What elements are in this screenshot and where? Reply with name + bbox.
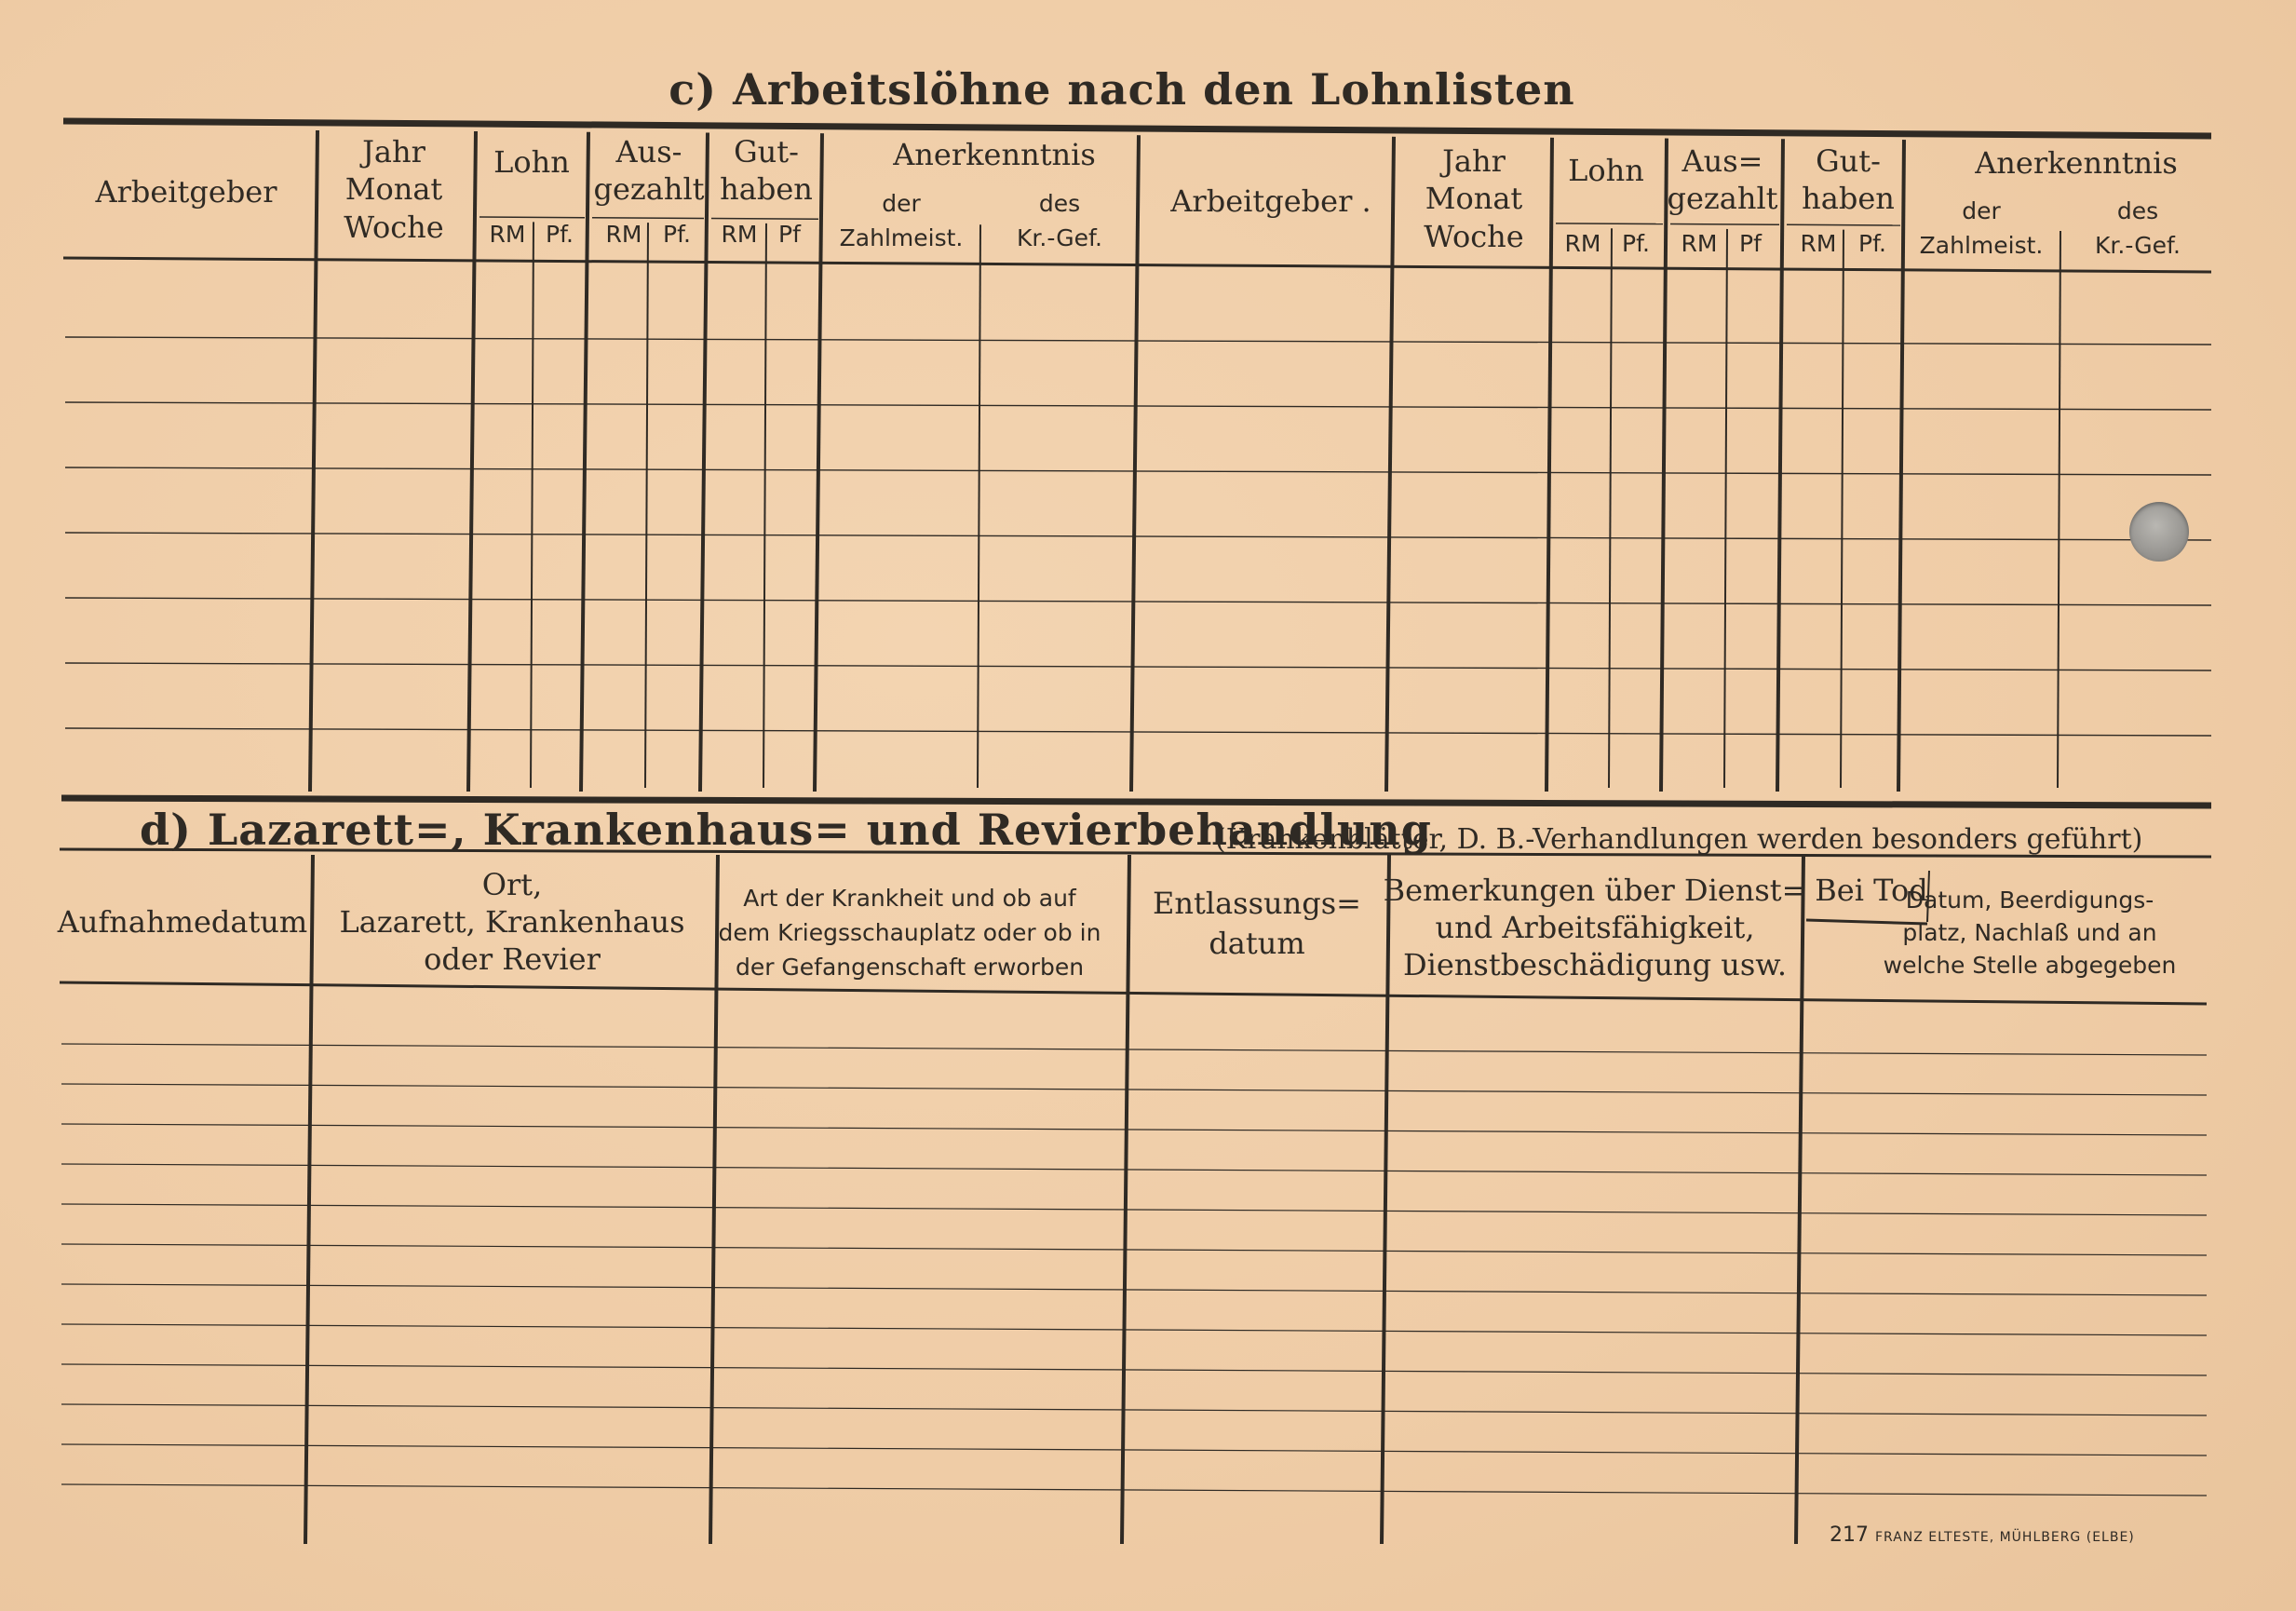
section-c-column-rule-7 bbox=[1546, 138, 1552, 792]
col-anerkenntnis-right: Anerkenntnis bbox=[1975, 145, 2178, 181]
col-gezahlt-left: gezahlt bbox=[593, 171, 705, 207]
section-d-writing-line-9 bbox=[61, 1364, 2207, 1375]
col-monat-right: Monat bbox=[1425, 181, 1523, 216]
section-d-writing-line-1 bbox=[61, 1044, 2207, 1055]
section-c-subheader-rule-2 bbox=[711, 218, 818, 219]
col-datum-line2: platz, Nachlaß und an bbox=[1902, 919, 2157, 946]
section-c-subcolumn-rule-4 bbox=[1609, 228, 1612, 788]
section-d-column-rule-3 bbox=[1382, 855, 1389, 1544]
printer-imprint bbox=[1830, 1523, 2135, 1547]
col-datum-line3: welche Stelle abgegeben bbox=[1883, 952, 2177, 979]
col-aus-rm-right: RM bbox=[1681, 230, 1718, 257]
section-c-subcolumn-rule-3 bbox=[978, 224, 980, 788]
section-c-column-rule-10 bbox=[1898, 140, 1904, 792]
section-c-subcolumn-rule-2 bbox=[763, 223, 766, 788]
col-entlassungs-line2: datum bbox=[1209, 926, 1305, 961]
section-d-writing-line-3 bbox=[61, 1124, 2207, 1135]
col-woche-right: Woche bbox=[1424, 219, 1524, 254]
section-c-title: c) Arbeitslöhne nach den Lohnlisten bbox=[669, 64, 1575, 115]
col-ort-line2: Lazarett, Krankenhaus bbox=[339, 904, 685, 940]
col-art-line2: dem Kriegsschauplatz oder ob in bbox=[718, 919, 1101, 946]
form-number: 217 bbox=[1830, 1523, 1869, 1547]
col-aus-right: Aus= bbox=[1681, 143, 1763, 179]
section-c-subheader-rule-5 bbox=[1787, 224, 1900, 225]
section-c-subheader-rule-1 bbox=[592, 218, 704, 219]
section-d-header-rule bbox=[60, 982, 2207, 1004]
section-c-subcolumn-rule-6 bbox=[1841, 230, 1844, 788]
col-krgef-right: Kr.-Gef. bbox=[2095, 232, 2181, 259]
section-d-writing-line-11 bbox=[61, 1444, 2207, 1455]
col-haben-right: haben bbox=[1802, 181, 1895, 216]
section-d-writing-line-7 bbox=[61, 1284, 2207, 1295]
col-arbeitgeber-left: Arbeitgeber bbox=[95, 174, 277, 210]
section-c-column-rule-3 bbox=[700, 132, 708, 792]
col-aufnahmedatum: Aufnahmedatum bbox=[57, 904, 308, 940]
col-lohn-left: Lohn bbox=[493, 144, 570, 180]
col-bemerkungen-line3: Dienstbeschädigung usw. bbox=[1402, 947, 1788, 982]
col-aus-pf-right: Pf bbox=[1739, 230, 1762, 257]
col-bei-tod: Bei Tod bbox=[1815, 873, 1928, 908]
section-c-column-rule-4 bbox=[815, 133, 822, 792]
section-d-column-rule-2 bbox=[1122, 855, 1129, 1544]
col-jahr-left: Jahr bbox=[362, 134, 425, 169]
col-des-right: des bbox=[2116, 197, 2159, 224]
section-c-subheader-rule-4 bbox=[1670, 224, 1779, 225]
col-ort-line1: Ort, bbox=[481, 867, 543, 902]
col-art-line3: der Gefangenschaft erworben bbox=[735, 954, 1085, 981]
section-c-writing-line-4 bbox=[65, 533, 2211, 540]
col-entlassungs-line1: Entlassungs= bbox=[1153, 886, 1361, 921]
col-gut-pf-right: Pf. bbox=[1857, 230, 1887, 257]
col-lohn-right: Lohn bbox=[1568, 153, 1644, 188]
section-c-subcolumn-rule-7 bbox=[2058, 231, 2060, 788]
col-gut-left: Gut- bbox=[734, 134, 799, 169]
section-d-column-rule-4 bbox=[1796, 855, 1803, 1544]
section-c-subheader-rule-0 bbox=[479, 217, 585, 218]
col-lohn-pf-right: Pf. bbox=[1621, 230, 1651, 257]
section-c-column-rule-6 bbox=[1386, 137, 1394, 792]
col-krgef-left: Kr.-Gef. bbox=[1017, 224, 1102, 251]
col-art-line1: Art der Krankheit und ob auf bbox=[743, 885, 1076, 912]
section-c-subcolumn-rule-5 bbox=[1724, 229, 1727, 788]
section-d-column-rule-0 bbox=[305, 855, 313, 1544]
col-aus-left: Aus- bbox=[615, 134, 682, 169]
section-d-title: d) Lazarett=, Krankenhaus= und Revierbehandlung bbox=[140, 805, 1432, 855]
section-d-writing-line-2 bbox=[61, 1084, 2207, 1095]
section-d-writing-line-12 bbox=[61, 1484, 2207, 1496]
col-aus-rm-left: RM bbox=[605, 221, 642, 248]
col-arbeitgeber-right: Arbeitgeber . bbox=[1170, 183, 1371, 219]
col-zahlmeist-right: Zahlmeist. bbox=[1919, 232, 2044, 259]
printer-name: FRANZ ELTESTE, MÜHLBERG (ELBE) bbox=[1875, 1530, 2135, 1545]
col-monat-left: Monat bbox=[344, 171, 443, 207]
col-ort-line3: oder Revier bbox=[424, 941, 601, 977]
section-c-writing-line-7 bbox=[65, 728, 2211, 736]
section-c-column-rule-0 bbox=[310, 130, 317, 792]
section-d-writing-line-10 bbox=[61, 1404, 2207, 1415]
section-c-column-rule-5 bbox=[1131, 135, 1139, 792]
section-d-column-rule-1 bbox=[710, 855, 718, 1544]
col-lohn-pf-left: Pf. bbox=[545, 221, 574, 248]
section-d-writing-line-4 bbox=[61, 1164, 2207, 1175]
section-d-writing-line-8 bbox=[61, 1324, 2207, 1335]
section-c-column-rule-8 bbox=[1661, 139, 1667, 792]
col-gezahlt-right: gezahlt bbox=[1667, 181, 1778, 216]
section-c-column-rule-2 bbox=[581, 132, 588, 792]
section-c-writing-line-5 bbox=[65, 598, 2211, 605]
col-gut-right: Gut- bbox=[1816, 143, 1881, 179]
section-c-subcolumn-rule-0 bbox=[531, 222, 533, 788]
col-der-right: der bbox=[1962, 197, 2001, 224]
col-gut-pf-left: Pf bbox=[778, 221, 801, 248]
col-des-left: des bbox=[1038, 190, 1081, 217]
col-der-left: der bbox=[882, 190, 921, 217]
section-c-column-rule-9 bbox=[1777, 139, 1783, 792]
section-c-writing-line-6 bbox=[65, 663, 2211, 670]
col-gut-rm-left: RM bbox=[721, 221, 758, 248]
section-c-column-rule-1 bbox=[468, 131, 476, 792]
col-woche-left: Woche bbox=[344, 210, 444, 245]
col-haben-left: haben bbox=[720, 171, 813, 207]
col-anerkenntnis-left: Anerkenntnis bbox=[893, 137, 1096, 172]
punch-hole bbox=[2129, 502, 2189, 562]
col-datum-line1: Datum, Beerdigungs- bbox=[1905, 887, 2154, 914]
col-bemerkungen-line1: Bemerkungen über Dienst= bbox=[1383, 873, 1807, 908]
section-c-subheader-rule-3 bbox=[1556, 223, 1663, 224]
col-aus-pf-left: Pf. bbox=[662, 221, 692, 248]
section-d-note: (Krankenblätter, D. B.-Verhandlungen werden besonders geführt) bbox=[1215, 823, 2143, 856]
col-gut-rm-right: RM bbox=[1800, 230, 1837, 257]
col-lohn-rm-right: RM bbox=[1564, 230, 1601, 257]
col-jahr-right: Jahr bbox=[1442, 143, 1506, 179]
col-zahlmeist-left: Zahlmeist. bbox=[839, 224, 964, 251]
col-bemerkungen-line2: und Arbeitsfähigkeit, bbox=[1435, 910, 1755, 945]
section-d-writing-line-5 bbox=[61, 1204, 2207, 1215]
section-d-writing-line-6 bbox=[61, 1244, 2207, 1255]
section-c-writing-line-2 bbox=[65, 402, 2211, 410]
section-c-writing-line-3 bbox=[65, 467, 2211, 475]
section-c-subcolumn-rule-1 bbox=[645, 223, 648, 788]
col-lohn-rm-left: RM bbox=[489, 221, 526, 248]
